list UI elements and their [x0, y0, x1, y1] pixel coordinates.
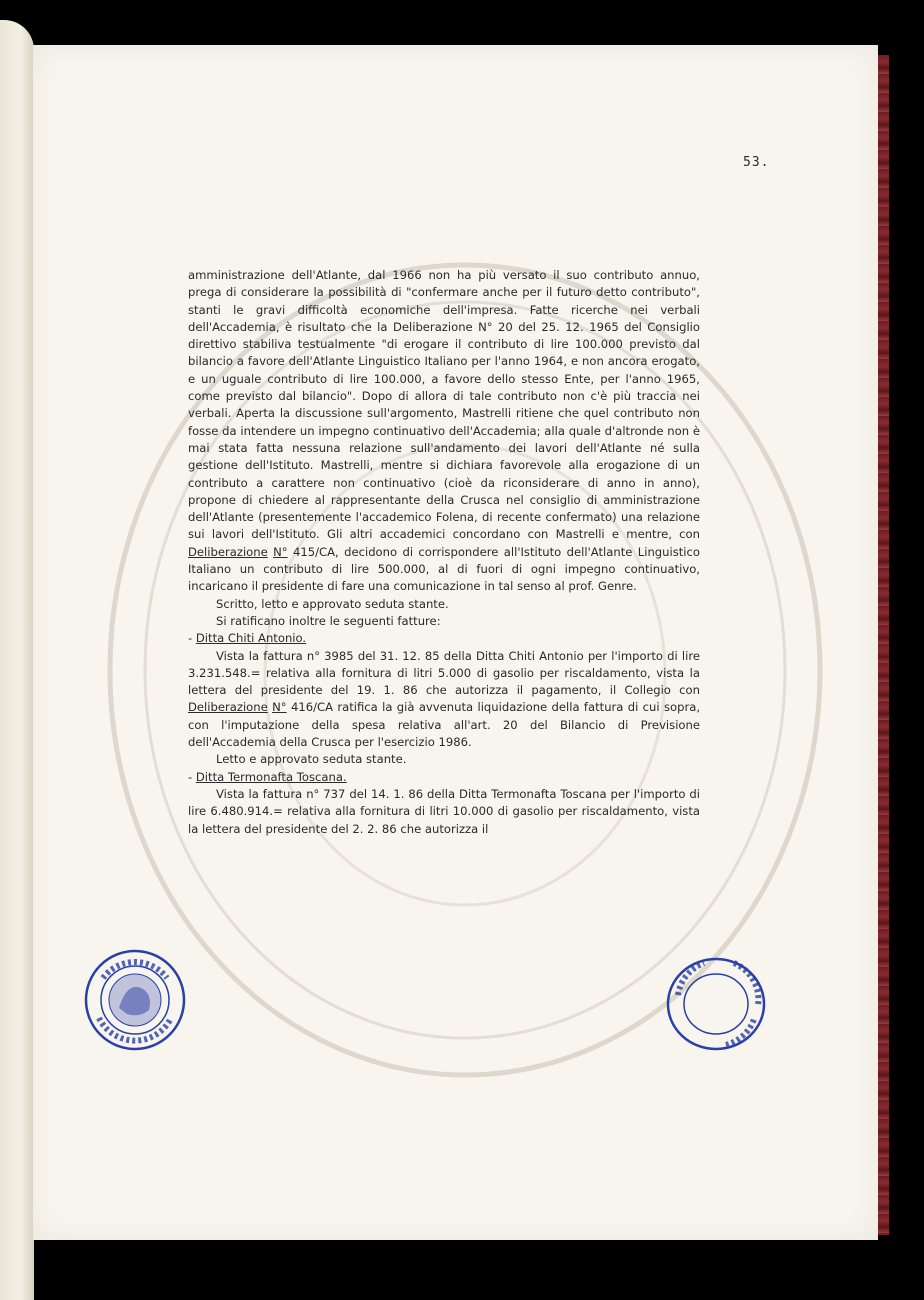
paragraph-chiti-closing: Letto e approvato seduta stante. [216, 752, 407, 767]
deliberazione-ref: Deliberazione [188, 544, 268, 559]
paragraph-ratify: Si ratificano inoltre le seguenti fatture: [216, 613, 441, 628]
section-title-termonafta: - Ditta Termonafta Toscana. [188, 769, 347, 784]
paragraph-termonafta: Vista la fattura n° 737 del 14. 1. 86 della Ditta Termonafta Toscana per l'importo di lire 6.480.914.= relativa alla fornitura di litri 10.000 di gasolio per riscaldamento, vista la lettera del presidente del 2. 2. 86 che autorizza il [188, 786, 700, 836]
deliberazione-ref: Deliberazione [188, 700, 268, 715]
paragraph-chiti: Vista la fattura n° 3985 del 31. 12. 85 della Ditta Chiti Antonio per l'importo di lire 3.231.548.= relativa alla fornitura di litri 5.000 di gasolio per riscaldamento, vista la lettera del presidente del 19. 1. 86 che autorizza il pagamento, il Collegio con Deliberazione N° 416/CA ratifica la già avvenuta liquidazione della fattura di cui sopra, con l'imputazione della spesa relativa all'art. 20 del Bilancio di Previsione dell'Accademia della Crusca per l'esercizio 1986. [188, 648, 701, 750]
left-page-edge [0, 20, 34, 1300]
paragraph-main: amministrazione dell'Atlante, dal 1966 non ha più versato il suo contributo annuo, prega di considerare la possibilità di "confermare anche per il futuro detto contributo", stanti le gravi difficoltà economiche dell'impresa. Fatte ricerche nei verbali dell'Accademia, è risultato che la Deliberazione N° 20 del 25. 12. 1965 del Consiglio direttivo stabiliva testualmente "di erogare il contributo di lire 100.000 previsto dal bilancio a favore dell'Atlante Linguistico Italiano per l'anno 1964, e non ancora erogato, e un uguale contributo di lire 100.000, a favore dello stesso Ente, per l'anno 1965, come previsto dal bilancio". Dopo di allora di tale contributo non c'è più traccia nei verbali. Aperta la discussione sull'argomento, Mastrelli ritiene che quel contributo non fosse da intendere un impegno continuativo dell'Accademia; alla quale d'altronde non è mai stata fatta nessuna relazione sull'andamento dei lavori dell'Atlante né sulla gestione dell'Istituto. Mastrelli, mentre si dichiara favorevole alla erogazione di un contributo a carattere non continuativo (cioè da riconsiderare di anno in anno), propone di chiedere al rappresentante della Crusca nel consiglio di amministrazione dell'Atlante (presentemente l'accademico Folena, di recente confermato) una relazione sui lavori dell'Istituto. Gli altri accademici concordano con Mastrelli e mentre, con Deliberazione N° 415/CA, decidono di corrispondere all'Istituto dell'Atlante Linguistico Italiano un contributo di lire 500.000, al di fuori di ogni impegno continuativo, incaricano il presidente di fare una comunicazione in tal senso al prof. Genre. [188, 268, 700, 594]
accademia-stamp-left-icon [83, 948, 187, 1052]
page-number: 53. [743, 155, 770, 170]
numero-ref: N° [273, 544, 288, 559]
paragraph-approval: Scritto, letto e approvato seduta stante. [216, 596, 449, 611]
numero-ref: N° [272, 700, 287, 715]
accademia-stamp-right-icon [664, 955, 768, 1053]
section-title-chiti: - Ditta Chiti Antonio. [188, 631, 307, 646]
document-body [188, 267, 700, 838]
